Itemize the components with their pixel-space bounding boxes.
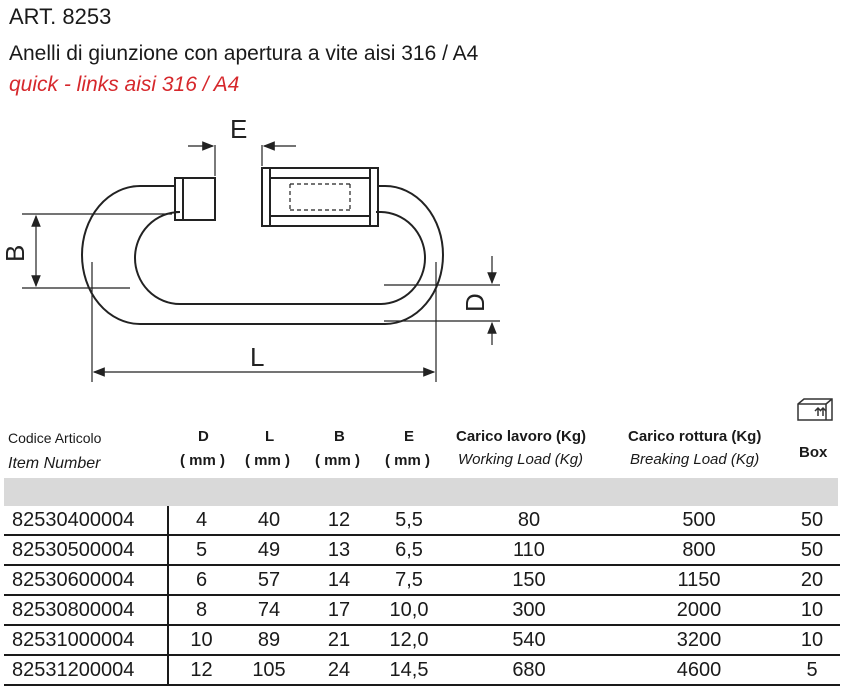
l-value: 49 (234, 535, 304, 565)
item-number: 82530500004 (4, 535, 168, 565)
e-value: 10,0 (374, 595, 444, 625)
d-value: 8 (168, 595, 234, 625)
quick-link-drawing (0, 105, 520, 395)
dim-label-d: D (460, 293, 490, 312)
b-value: 13 (304, 535, 374, 565)
l-value: 40 (234, 506, 304, 535)
item-number: 82531200004 (4, 655, 168, 685)
d-value: 12 (168, 655, 234, 685)
table-row (4, 595, 840, 625)
dim-label-l: L (250, 342, 265, 372)
col-d-unit: ( mm ) (180, 452, 225, 469)
col-code-it: Codice Articolo (8, 430, 102, 446)
dim-label-b: B (0, 244, 30, 262)
e-value: 6,5 (374, 535, 444, 565)
col-breaking-load-it: Carico rottura (Kg) (628, 428, 762, 445)
box-icon (796, 398, 834, 422)
l-value: 105 (234, 655, 304, 685)
col-breaking-load-en: Breaking Load (Kg) (630, 451, 760, 468)
l-value: 57 (234, 565, 304, 595)
item-number: 82530800004 (4, 595, 168, 625)
working-load-value: 540 (444, 625, 614, 655)
breaking-load-value: 800 (614, 535, 784, 565)
table-row (4, 625, 840, 655)
breaking-load-value: 500 (614, 506, 784, 535)
working-load-value: 150 (444, 565, 614, 595)
col-working-load-it: Carico lavoro (Kg) (456, 428, 587, 445)
b-value: 14 (304, 565, 374, 595)
b-value: 12 (304, 506, 374, 535)
screw-sleeve (262, 168, 378, 226)
d-value: 10 (168, 625, 234, 655)
col-l-top: L (265, 428, 275, 445)
d-value: 6 (168, 565, 234, 595)
item-number: 82531000004 (4, 625, 168, 655)
item-number: 82530600004 (4, 565, 168, 595)
e-value: 12,0 (374, 625, 444, 655)
col-l-unit: ( mm ) (245, 452, 290, 469)
working-load-value: 80 (444, 506, 614, 535)
col-b-unit: ( mm ) (315, 452, 360, 469)
item-number: 82530400004 (4, 506, 168, 535)
header-separator-band (4, 478, 838, 506)
b-value: 21 (304, 625, 374, 655)
e-value: 5,5 (374, 506, 444, 535)
article-number: ART. 8253 (9, 4, 112, 29)
product-title-english: quick - links aisi 316 / A4 (9, 73, 240, 96)
link-open-end (175, 178, 215, 220)
box-value: 10 (784, 625, 840, 655)
b-value: 17 (304, 595, 374, 625)
working-load-value: 300 (444, 595, 614, 625)
box-value: 50 (784, 535, 840, 565)
col-box: Box (799, 444, 828, 461)
l-value: 89 (234, 625, 304, 655)
table-row (4, 655, 840, 685)
d-value: 5 (168, 535, 234, 565)
d-value: 4 (168, 506, 234, 535)
col-e-top: E (404, 428, 415, 445)
breaking-load-value: 4600 (614, 655, 784, 685)
table-row (4, 565, 840, 595)
breaking-load-value: 2000 (614, 595, 784, 625)
col-code-en: Item Number (8, 455, 101, 472)
product-title-italian: Anelli di giunzione con apertura a vite aisi 316 / A4 (9, 42, 479, 65)
box-value: 5 (784, 655, 840, 685)
breaking-load-value: 1150 (614, 565, 784, 595)
col-d-top: D (198, 428, 209, 445)
box-value: 10 (784, 595, 840, 625)
col-e-unit: ( mm ) (385, 452, 430, 469)
table-row (4, 506, 840, 535)
working-load-value: 680 (444, 655, 614, 685)
e-value: 7,5 (374, 565, 444, 595)
col-working-load-en: Working Load (Kg) (458, 451, 584, 468)
table-row (4, 535, 840, 565)
box-value: 20 (784, 565, 840, 595)
l-value: 74 (234, 595, 304, 625)
working-load-value: 110 (444, 535, 614, 565)
col-b-top: B (334, 428, 345, 445)
box-value: 50 (784, 506, 840, 535)
breaking-load-value: 3200 (614, 625, 784, 655)
e-value: 14,5 (374, 655, 444, 685)
b-value: 24 (304, 655, 374, 685)
spec-table (4, 506, 840, 686)
dim-label-e: E (230, 114, 248, 144)
